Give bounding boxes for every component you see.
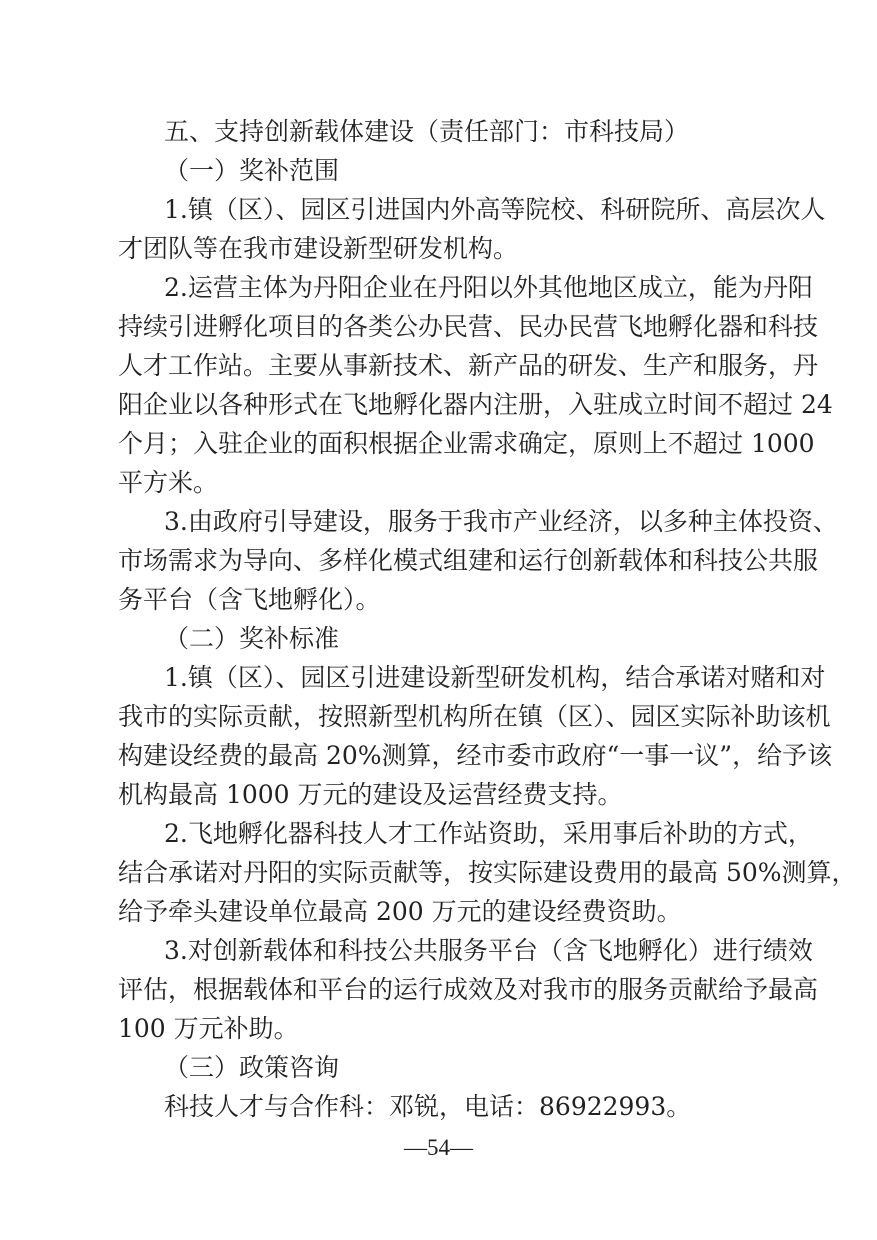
paragraph-line: 1.镇（区）、园区引进建设新型研发机构，结合承诺对赌和对 xyxy=(164,663,826,692)
paragraph-line: 人才工作站。主要从事新技术、新产品的研发、生产和服务，丹 xyxy=(118,351,819,380)
paragraph-line: 结合承诺对丹阳的实际贡献等，按实际建设费用的最高 50%测算， xyxy=(118,858,857,887)
subsection-title-scope: （一）奖补范围 xyxy=(164,156,340,185)
paragraph-line: 务平台（含飞地孵化）。 xyxy=(118,585,381,614)
paragraph-line: 3.由政府引导建设，服务于我市产业经济，以多种主体投资、 xyxy=(164,507,838,536)
paragraph-line: 我市的实际贡献，按照新型机构所在镇（区）、园区实际补助该机 xyxy=(118,702,831,731)
paragraph-line: 市场需求为导向、多样化模式组建和运行创新载体和科技公共服 xyxy=(118,546,819,575)
paragraph-line: 构建设经费的最高 20%测算，经市委市政府“一事一议”，给予该 xyxy=(118,741,833,770)
page-number: —54— xyxy=(404,1135,473,1160)
subsection-title-standard: （二）奖补标准 xyxy=(164,624,340,653)
paragraph-line: 才团队等在我市建设新型研发机构。 xyxy=(118,234,519,263)
paragraph-line: 阳企业以各种形式在飞地孵化器内注册，入驻成立时间不超过 24 xyxy=(118,390,833,419)
subsection-title-consulting: （三）政策咨询 xyxy=(164,1053,340,1082)
contact-line: 科技人才与合作科：邓锐，电话：86922993。 xyxy=(164,1092,692,1121)
paragraph-line: 1.镇（区）、园区引进国内外高等院校、科研院所、高层次人 xyxy=(164,195,826,224)
paragraph-line: 机构最高 1000 万元的建设及运营经费支持。 xyxy=(118,780,623,809)
paragraph-line: 3.对创新载体和科技公共服务平台（含飞地孵化）进行绩效 xyxy=(164,936,813,965)
paragraph-line: 2.飞地孵化器科技人才工作站资助，采用事后补助的方式， xyxy=(164,819,813,848)
paragraph-line: 平方米。 xyxy=(118,468,219,497)
paragraph-line: 给予牵头建设单位最高 200 万元的建设经费资助。 xyxy=(118,897,682,926)
paragraph-line: 评估，根据载体和平台的运行成效及对我市的服务贡献给予最高 xyxy=(118,975,819,1004)
section-title: 五、支持创新载体建设（责任部门：市科技局） xyxy=(164,117,690,146)
paragraph-line: 个月；入驻企业的面积根据企业需求确定，原则上不超过 1000 xyxy=(118,429,815,458)
paragraph-line: 持续引进孵化项目的各类公办民营、民办民营飞地孵化器和科技 xyxy=(118,312,819,341)
paragraph-line: 2.运营主体为丹阳企业在丹阳以外其他地区成立，能为丹阳 xyxy=(164,273,813,302)
paragraph-line: 100 万元补助。 xyxy=(118,1014,299,1043)
